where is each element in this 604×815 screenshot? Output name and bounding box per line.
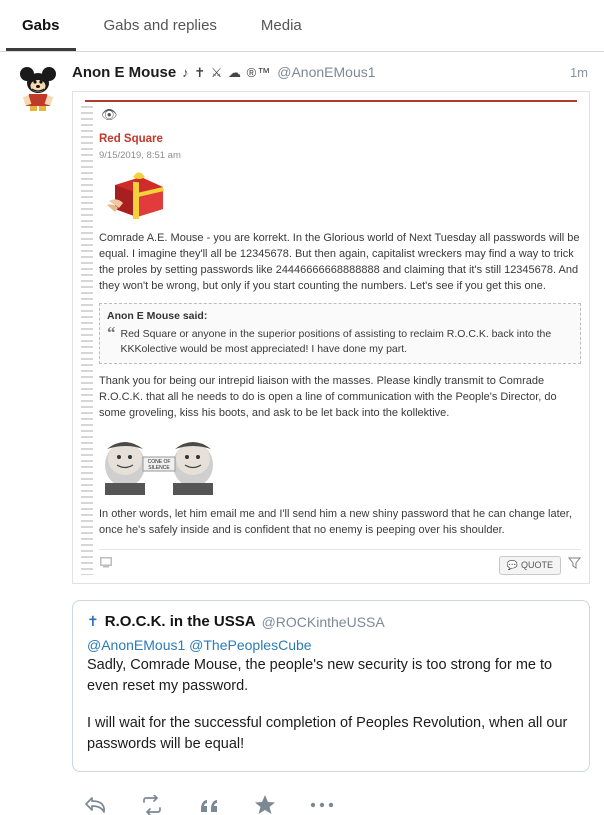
repost-action[interactable]	[140, 795, 164, 815]
quoted-gab-paragraph-2: I will wait for the successful completion of Peoples Revolution, when all our passwords will be equal!	[87, 715, 568, 753]
post-author-emoji: ♪ ✝ ⚔ ☁ ®™	[182, 65, 272, 80]
svg-text:CONE OF: CONE OF	[147, 459, 171, 466]
embed-post-date: 9/15/2019, 8:51 am	[99, 149, 181, 161]
report-icon[interactable]	[99, 555, 113, 575]
embed-paragraph-3: In other words, let him email me and I'll send him a new shiny password that he can change later, once he's safely inside and is confident that no enemy is peeping over his shoulder.	[99, 508, 572, 537]
quoted-gab-text	[87, 655, 575, 755]
quote-button[interactable]	[499, 556, 561, 575]
quoted-gab-header	[87, 613, 575, 630]
quote-mark-icon: “	[107, 323, 116, 343]
tab-gabs[interactable]	[0, 0, 82, 51]
post-author-handle[interactable]: @AnonEMous1	[277, 64, 376, 80]
embed-quote-text: Red Square or anyone in the superior positions of assisting to reclaim R.O.C.K. back into the KKKolective would be most appreciated! I have done my part.	[120, 328, 552, 356]
quoted-gab-mentions[interactable]: @AnonEMous1 @ThePeoplesCube	[87, 637, 312, 654]
report-icon-glyph	[99, 555, 113, 569]
quoted-gab-card[interactable]	[72, 600, 590, 772]
quoted-gab-author-name[interactable]: R.O.C.K. in the USSA	[104, 613, 256, 631]
more-action[interactable]	[310, 801, 334, 809]
post-action-bar	[0, 772, 604, 815]
reply-arrow-icon	[84, 795, 106, 815]
quote-action[interactable]	[198, 795, 220, 815]
reply-action[interactable]	[84, 795, 106, 815]
tab-media-label: Media	[260, 17, 302, 34]
svg-text:SILENCE: SILENCE	[148, 465, 170, 472]
post-author-name[interactable]: Anon E Mouse	[72, 64, 177, 81]
embed-left-gutter	[81, 106, 93, 575]
favorite-action[interactable]	[254, 794, 276, 815]
gift-box-image	[107, 167, 581, 225]
embed-inner-quote	[99, 303, 581, 364]
embed-author-name: Red Square	[99, 132, 163, 145]
embed-content	[99, 106, 581, 575]
embed-quote-body	[107, 323, 573, 357]
funnel-icon[interactable]	[568, 556, 581, 575]
star-icon	[254, 794, 276, 815]
cone-of-silence-meme-icon	[99, 429, 219, 495]
cone-of-silence-meme-image	[99, 429, 581, 501]
quoted-gab-paragraph-1: Sadly, Comrade Mouse, the people's new security is too strong for me to even reset my password.	[87, 657, 553, 695]
eye-icon: 👁	[101, 107, 118, 122]
post-body	[72, 64, 590, 584]
post-container	[0, 52, 604, 584]
tab-gabs-label: Gabs	[22, 17, 60, 34]
profile-tab-bar	[0, 0, 604, 52]
embed-footer-right	[499, 556, 581, 575]
quote-button-label: QUOTE	[520, 559, 553, 570]
mouse-cartoon-avatar-icon	[14, 64, 62, 112]
tab-gabs-and-replies-label: Gabs and replies	[103, 17, 217, 34]
embed-footer	[99, 549, 581, 575]
embed-paragraph-2: Thank you for being our intrepid liaison with the masses. Please kindly transmit to Comrade R.O.C.K. that all he needs to do is open a line of communication with the People's Director, do some groveling, kiss his boots, and ask to be let back into the kollektive.	[99, 374, 557, 419]
ellipsis-icon	[310, 801, 334, 809]
embed-quote-header: Anon E Mouse said:	[107, 309, 208, 322]
funnel-icon-glyph	[568, 556, 581, 569]
repost-icon	[140, 795, 164, 815]
embed-inner	[81, 102, 581, 575]
post-timestamp: 1m	[569, 65, 588, 80]
avatar[interactable]	[14, 64, 62, 112]
embed-paragraph-1: Comrade A.E. Mouse - you are korrekt. In the Glorious world of Next Tuesday all passwords will be equal. I imagine they'll all be 12345678. But then again, capitalist wreckers may find a way to trick the proles by setting passwords like 24446666668888888 and claiming that it's still 12345678. And they won't be wrong, but only if you start counting the numbers. Let's see if you get this one.	[99, 232, 580, 293]
gift-box-icon	[107, 167, 169, 219]
quoted-gab-author-handle[interactable]: @ROCKintheUSSA	[261, 613, 385, 630]
verified-badge-icon: ✝	[87, 613, 99, 630]
embedded-forum-card[interactable]	[72, 91, 590, 584]
post-header	[72, 64, 590, 81]
tab-media[interactable]	[239, 0, 324, 51]
quote-bubble-icon: 💬	[506, 559, 518, 570]
tab-gabs-and-replies[interactable]	[82, 0, 239, 51]
quote-marks-icon	[198, 795, 220, 815]
